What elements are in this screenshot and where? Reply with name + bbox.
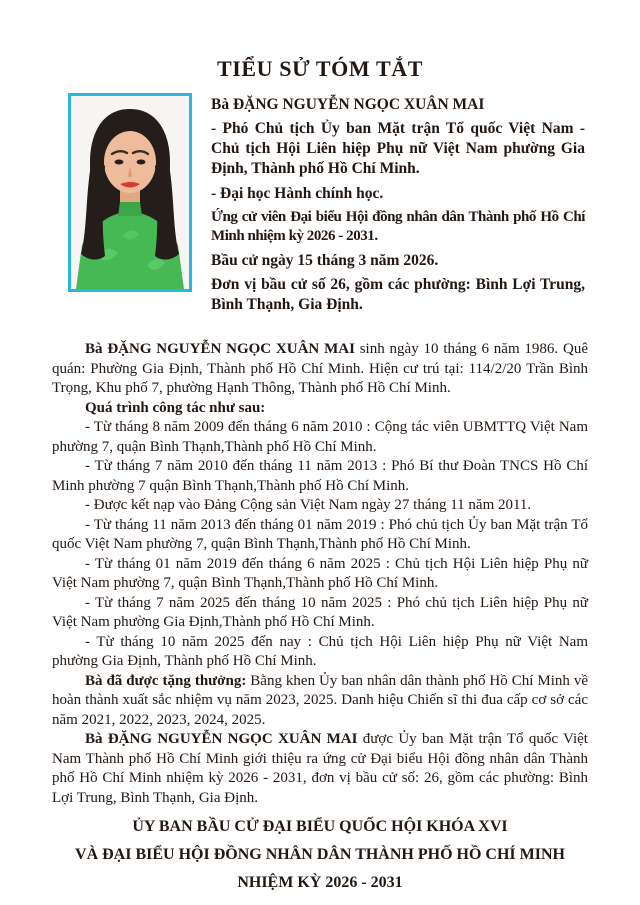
paragraph-text: sinh ngày 10 tháng 6 năm 1986. Quê quán: Phường Gia Định, Thành phố Hồ Chí Minh. Hiện cư trú tại: 114/2/20 Trần Bình Trọng, Khu phố 7, phường Hạnh Thông, Thành phố Hồ Chí Minh. xyxy=(52,341,588,397)
paragraph-text: - Được kết nạp vào Đảng Cộng sản Việt Nam ngày 27 tháng 11 năm 2011. xyxy=(85,497,532,514)
profile-line-candidacy: Ứng cử viên Đại biểu Hội đồng nhân dân Thành phố Hồ Chí Minh nhiệm kỳ 2026 - 2031. xyxy=(211,208,585,245)
footer-line: NHIỆM KỲ 2026 - 2031 xyxy=(237,874,403,892)
paragraph-bold-lead: Bà ĐẶNG NGUYỄN NGỌC XUÂN MAI xyxy=(85,341,355,358)
paragraph-career-item xyxy=(52,496,588,516)
profile-line-constituency: Đơn vị bầu cử số 26, gồm các phường: Bình Lợi Trung, Bình Thạnh, Gia Định. xyxy=(211,275,585,313)
paragraph-career-item xyxy=(52,418,588,457)
paragraph-career-item xyxy=(52,555,588,594)
profile-line-education: - Đại học Hành chính học. xyxy=(211,184,384,202)
header-section xyxy=(68,93,585,319)
paragraph-career-item xyxy=(52,457,588,496)
candidate-name: Bà ĐẶNG NGUYỄN NGỌC XUÂN MAI xyxy=(211,96,485,113)
paragraph-career-item xyxy=(52,594,588,633)
paragraph-career-heading xyxy=(52,399,588,419)
issuing-authority xyxy=(0,813,640,897)
footer-line: ỦY BAN BẦU CỬ ĐẠI BIỂU QUỐC HỘI KHÓA XVI xyxy=(132,818,508,836)
paragraph-bold-lead: Quá trình công tác như sau: xyxy=(85,399,266,416)
paragraph-text: Bằng khen Ủy ban nhân dân thành phố Hồ Chí Minh về hoàn thành xuất sắc nhiệm vụ năm 2023, 2025. Danh hiệu Chiến sĩ thi đua cấp cơ sở các năm 2021, 2022, 2023, 2024, 2025. xyxy=(52,672,588,728)
candidate-photo xyxy=(68,93,192,292)
paragraph-text: - Từ tháng 01 năm 2019 đến tháng 6 năm 2025 : Chủ tịch Hội Liên hiệp Phụ nữ Việt Nam phường 7, quận Bình Thạnh,Thành phố Hồ Chí Minh. xyxy=(52,555,588,592)
paragraph-text: - Từ tháng 8 năm 2009 đến tháng 6 năm 2010 : Cộng tác viên UBMTTQ Việt Nam phường 7, quận Bình Thạnh,Thành phố Hồ Chí Minh. xyxy=(52,419,588,455)
profile-summary xyxy=(211,93,585,319)
footer-line: VÀ ĐẠI BIỂU HỘI ĐỒNG NHÂN DÂN THÀNH PHỐ HỒ CHÍ MINH xyxy=(75,846,565,864)
paragraph-career-item xyxy=(52,516,588,555)
paragraph-text: - Từ tháng 11 năm 2013 đến tháng 01 năm 2019 : Phó chủ tịch Ủy ban Mặt trận Tổ quốc Việt Nam phường 7, quận Bình Thạnh,Thành phố Hồ Chí Minh. xyxy=(52,516,588,553)
paragraph-text: được Ủy ban Mặt trận Tổ quốc Việt Nam Thành phố Hồ Chí Minh giới thiệu ra ứng cử Đại biểu Hội đồng nhân dân Thành phố Hồ Chí Minh nhiệm kỳ 2026 - 2031, đơn vị bầu cử số: 26, gồm các phường: Bình Lợi Trung, Bình Thạnh, Gia Định. xyxy=(52,731,588,806)
paragraph-text: - Từ tháng 10 năm 2025 đến nay : Chủ tịch Hội Liên hiệp Phụ nữ Việt Nam phường Gia Định, Thành phố Hồ Chí Minh. xyxy=(52,633,588,670)
paragraph-awards xyxy=(52,672,588,731)
paragraph-text: - Từ tháng 7 năm 2025 đến tháng 10 năm 2025 : Phó chủ tịch Liên hiệp Phụ nữ Việt Nam phường Gia Định,Thành phố Hồ Chí Minh. xyxy=(52,594,588,631)
paragraph-text: - Từ tháng 7 năm 2010 đến tháng 11 năm 2013 : Phó Bí thư Đoàn TNCS Hồ Chí Minh phường 7 quận Bình Thạnh,Thành phố Hồ Chí Minh. xyxy=(52,458,588,494)
paragraph-birth-info xyxy=(52,340,588,399)
paragraph-bold-lead: Bà đã được tặng thưởng: xyxy=(85,672,247,689)
paragraph-bold-lead: Bà ĐẶNG NGUYỄN NGỌC XUÂN MAI xyxy=(85,731,358,748)
portrait-illustration xyxy=(71,96,189,289)
profile-line-position: - Phó Chủ tịch Ủy ban Mặt trận Tổ quốc Việt Nam - Chủ tịch Hội Liên hiệp Phụ nữ Việt Nam phường Gia Định, Thành phố Hồ Chí Minh. xyxy=(211,120,585,178)
page-title: TIỂU SỬ TÓM TẮT xyxy=(216,56,424,81)
paragraph-career-item xyxy=(52,633,588,672)
profile-line-election-date: Bầu cử ngày 15 tháng 3 năm 2026. xyxy=(211,251,439,269)
paragraph-nomination xyxy=(52,730,588,808)
biography-body xyxy=(52,340,588,808)
